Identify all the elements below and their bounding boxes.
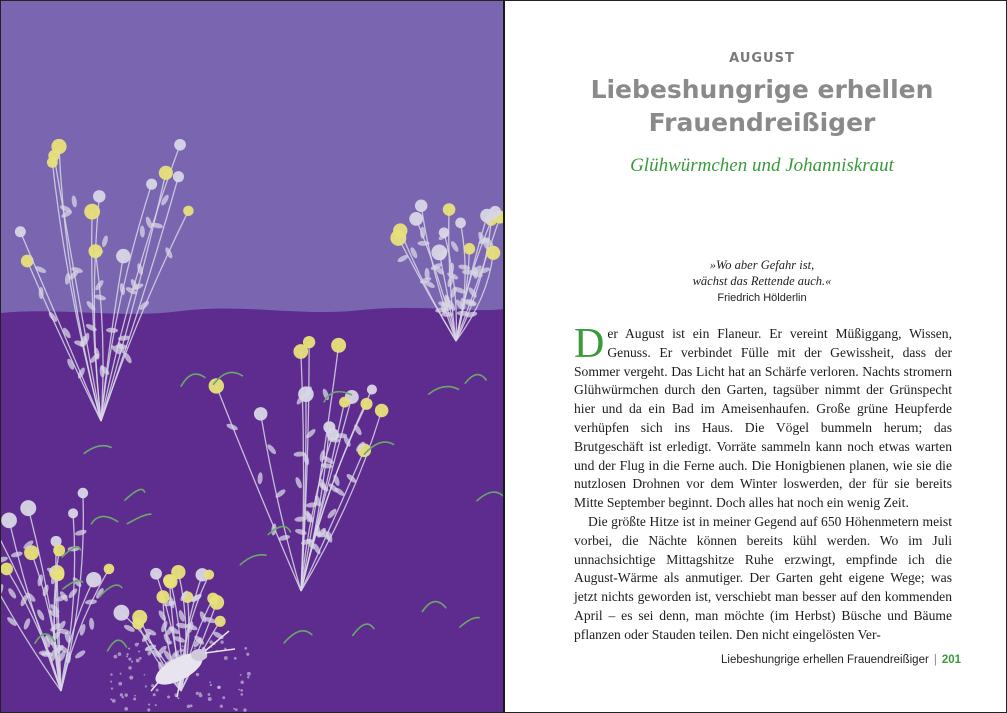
chapter-subtitle: Glühwürmchen und Johanniskraut [630,155,894,176]
illustration-canvas [1,1,504,712]
plant-flower [104,564,115,575]
plant-flower [51,139,66,154]
plant-flower [303,336,315,348]
speckle-dot [138,650,140,652]
speckle-dot [208,697,212,701]
speckle-dot [146,647,149,650]
speckle-dot [199,692,201,694]
plant-flower [339,397,350,408]
plant-flower [443,203,456,216]
speckle-dot [148,650,152,654]
plant-flower [254,407,268,421]
paragraph-1 [574,321,952,513]
speckle-dot [145,685,147,687]
paragraph-1-text: er August ist ein Flaneur. Er vereint Müßiggang, Wissen, Genuss. Er verbindet Fülle mit der Gewissheit, dass der Sommer vergeht. Das Licht hat an Schärfe verloren. Nachts stromern Glühwürmchen durch den Garten, tagsüber nimmt der Grünspecht hier und da ein Bad im Ameisenhaufen. Große grüne Heupferde verhüpfen sich ins Haus. Die Vögel bummeln herum; das Brutgeschäft ist erledigt. Vorräte sammeln kann noch etwas warten und der Flug in die Ferne auch. Die Honigbienen planen, wie sie die nutzlosen Drohnen vor dem Winter loswerden, der für sie bereits Mitte September beginnt. Doch alles hat noch ein wenig Zeit. [574,326,952,511]
speckle-dot [149,641,151,643]
speckle-dot [240,674,242,676]
plant-flower [393,223,407,237]
speckle-dot [220,640,223,643]
speckle-dot [199,693,203,697]
speckle-dot [194,648,196,650]
speckle-dot [114,655,118,659]
st-johns-wort-illustration [1,1,504,712]
epigraph-line2: wächst das Rettende auch.« [692,274,832,288]
plant-flower [183,206,193,216]
speckle-dot [126,653,128,655]
speckle-dot [235,708,238,711]
plant-flower [298,386,314,402]
plant-flower [47,157,58,168]
plant-flower [84,204,100,220]
page-number: 201 [941,654,961,666]
plant-flower [455,218,466,229]
speckle-dot [110,673,112,675]
speckle-dot [240,681,243,684]
chapter-title-line1: Liebeshungrige erhellen [590,75,934,104]
speckle-dot [182,649,184,651]
chapter-month: AUGUST [729,51,795,66]
speckle-dot [240,689,243,692]
speckle-dot [111,687,113,689]
speckle-dot [182,645,184,647]
speckle-dot [120,693,123,696]
speckle-dot [240,693,243,696]
plant-flower [409,212,423,226]
speckle-dot [126,655,128,657]
speckle-dot [124,693,127,696]
speckle-dot [234,657,237,660]
speckle-dot [118,652,122,656]
speckle-dot [167,696,170,699]
plant-flower [113,605,129,621]
speckle-dot [244,647,247,650]
plant-flower [1,512,17,528]
speckle-dot [247,672,251,676]
footer-separator: | [933,654,937,666]
plant-flower [159,166,173,180]
plant-flower [360,398,372,410]
plant-flower [88,244,102,258]
page-gutter [503,1,505,712]
plant-flower [174,139,186,151]
plant-flower [486,246,500,260]
plant-flower [173,171,184,182]
speckle-dot [217,686,220,689]
speckle-dot [121,696,123,698]
speckle-dot [137,643,139,645]
speckle-dot [224,656,228,660]
drop-cap: D [574,321,605,367]
speckle-dot [110,698,112,700]
speckle-dot [233,708,235,710]
text-page [506,1,1006,712]
plant-flower [204,570,214,580]
speckle-dot [124,707,128,711]
plant-flower [171,565,185,579]
speckle-dot [134,695,136,697]
speckle-dot [196,692,199,695]
speckle-dot [156,689,159,692]
plant-flower [93,190,105,202]
plant-flower [323,421,335,433]
plant-flower [480,209,494,223]
plant-flower [439,227,450,238]
speckle-dot [177,697,179,699]
speckle-dot [110,681,112,683]
chapter-title [506,73,1007,139]
speckle-dot [238,689,240,691]
plant-flower [68,508,78,518]
speckle-dot [210,684,212,686]
speckle-dot [155,704,157,706]
speckle-dot [129,676,133,680]
body-text [574,321,952,645]
plant-flower [52,569,64,581]
plant-flower [78,488,89,499]
speckle-dot [136,659,140,663]
epigraph-author: Friedrich Hölderlin [717,292,807,304]
speckle-dot [148,704,150,706]
speckle-dot [147,708,150,711]
speckle-dot [133,697,136,700]
epigraph-line1: »Wo aber Gefahr ist, [709,258,815,272]
speckle-dot [139,657,142,660]
page-footer [696,654,961,666]
speckle-dot [128,658,131,661]
speckle-dot [169,641,173,645]
speckle-dot [112,699,116,703]
speckle-dot [209,640,213,644]
plant-flower [146,179,157,190]
speckle-dot [187,705,190,708]
speckle-dot [150,648,152,650]
plant-flower [53,544,65,556]
plant-flower [21,255,34,268]
speckle-dot [153,693,156,696]
plant-flower [431,245,447,261]
speckle-dot [120,673,122,675]
plant-flower [86,572,101,587]
plant-flower [464,243,476,255]
speckle-dot [131,661,133,663]
speckle-dot [144,674,146,676]
speckle-dot [118,682,122,686]
speckle-dot [222,696,225,699]
plant-flower [20,500,36,516]
running-title: Liebeshungrige erhellen Frauendreißiger [721,654,929,666]
plant-flower [367,384,377,394]
speckle-dot [128,648,130,650]
speckle-dot [128,666,132,670]
plant-flower [415,200,428,213]
chapter-title-line2: Frauendreißiger [648,108,876,137]
plant-flower [150,568,162,580]
epigraph-quote [506,257,1007,289]
plant-flower [116,249,130,263]
paragraph-2: Die größte Hitze ist in meiner Gegend auf 650 Höhenmetern meist vorbei, die Nächte können bereits kühl werden. Wo im Juli unnachsichtige Mittagshitze Ruhe erzwingt, empfinde ich die August-Wärme als anmutiger. Der Garten geht eigene Wege; was jetzt nichts geworden ist, verschiebt man besser auf den kommenden April – es sei denn, man möchte (im Herbst) Büsche und Bäume pflanzen oder Stauden teilen. Den nicht eingelösten Ver- [574,513,952,642]
plant-flower [331,338,346,353]
speckle-dot [208,693,211,696]
plant-flower [207,593,219,605]
speckle-dot [247,676,249,678]
speckle-dot [209,681,211,683]
plant-flower [132,618,144,630]
speckle-dot [196,673,199,676]
plant-flower [156,590,169,603]
speckle-dot [220,705,223,708]
plant-flower [15,226,26,237]
plant-flower [215,616,226,627]
speckle-dot [246,653,249,656]
plant-flower [375,404,389,418]
speckle-dot [243,708,246,711]
